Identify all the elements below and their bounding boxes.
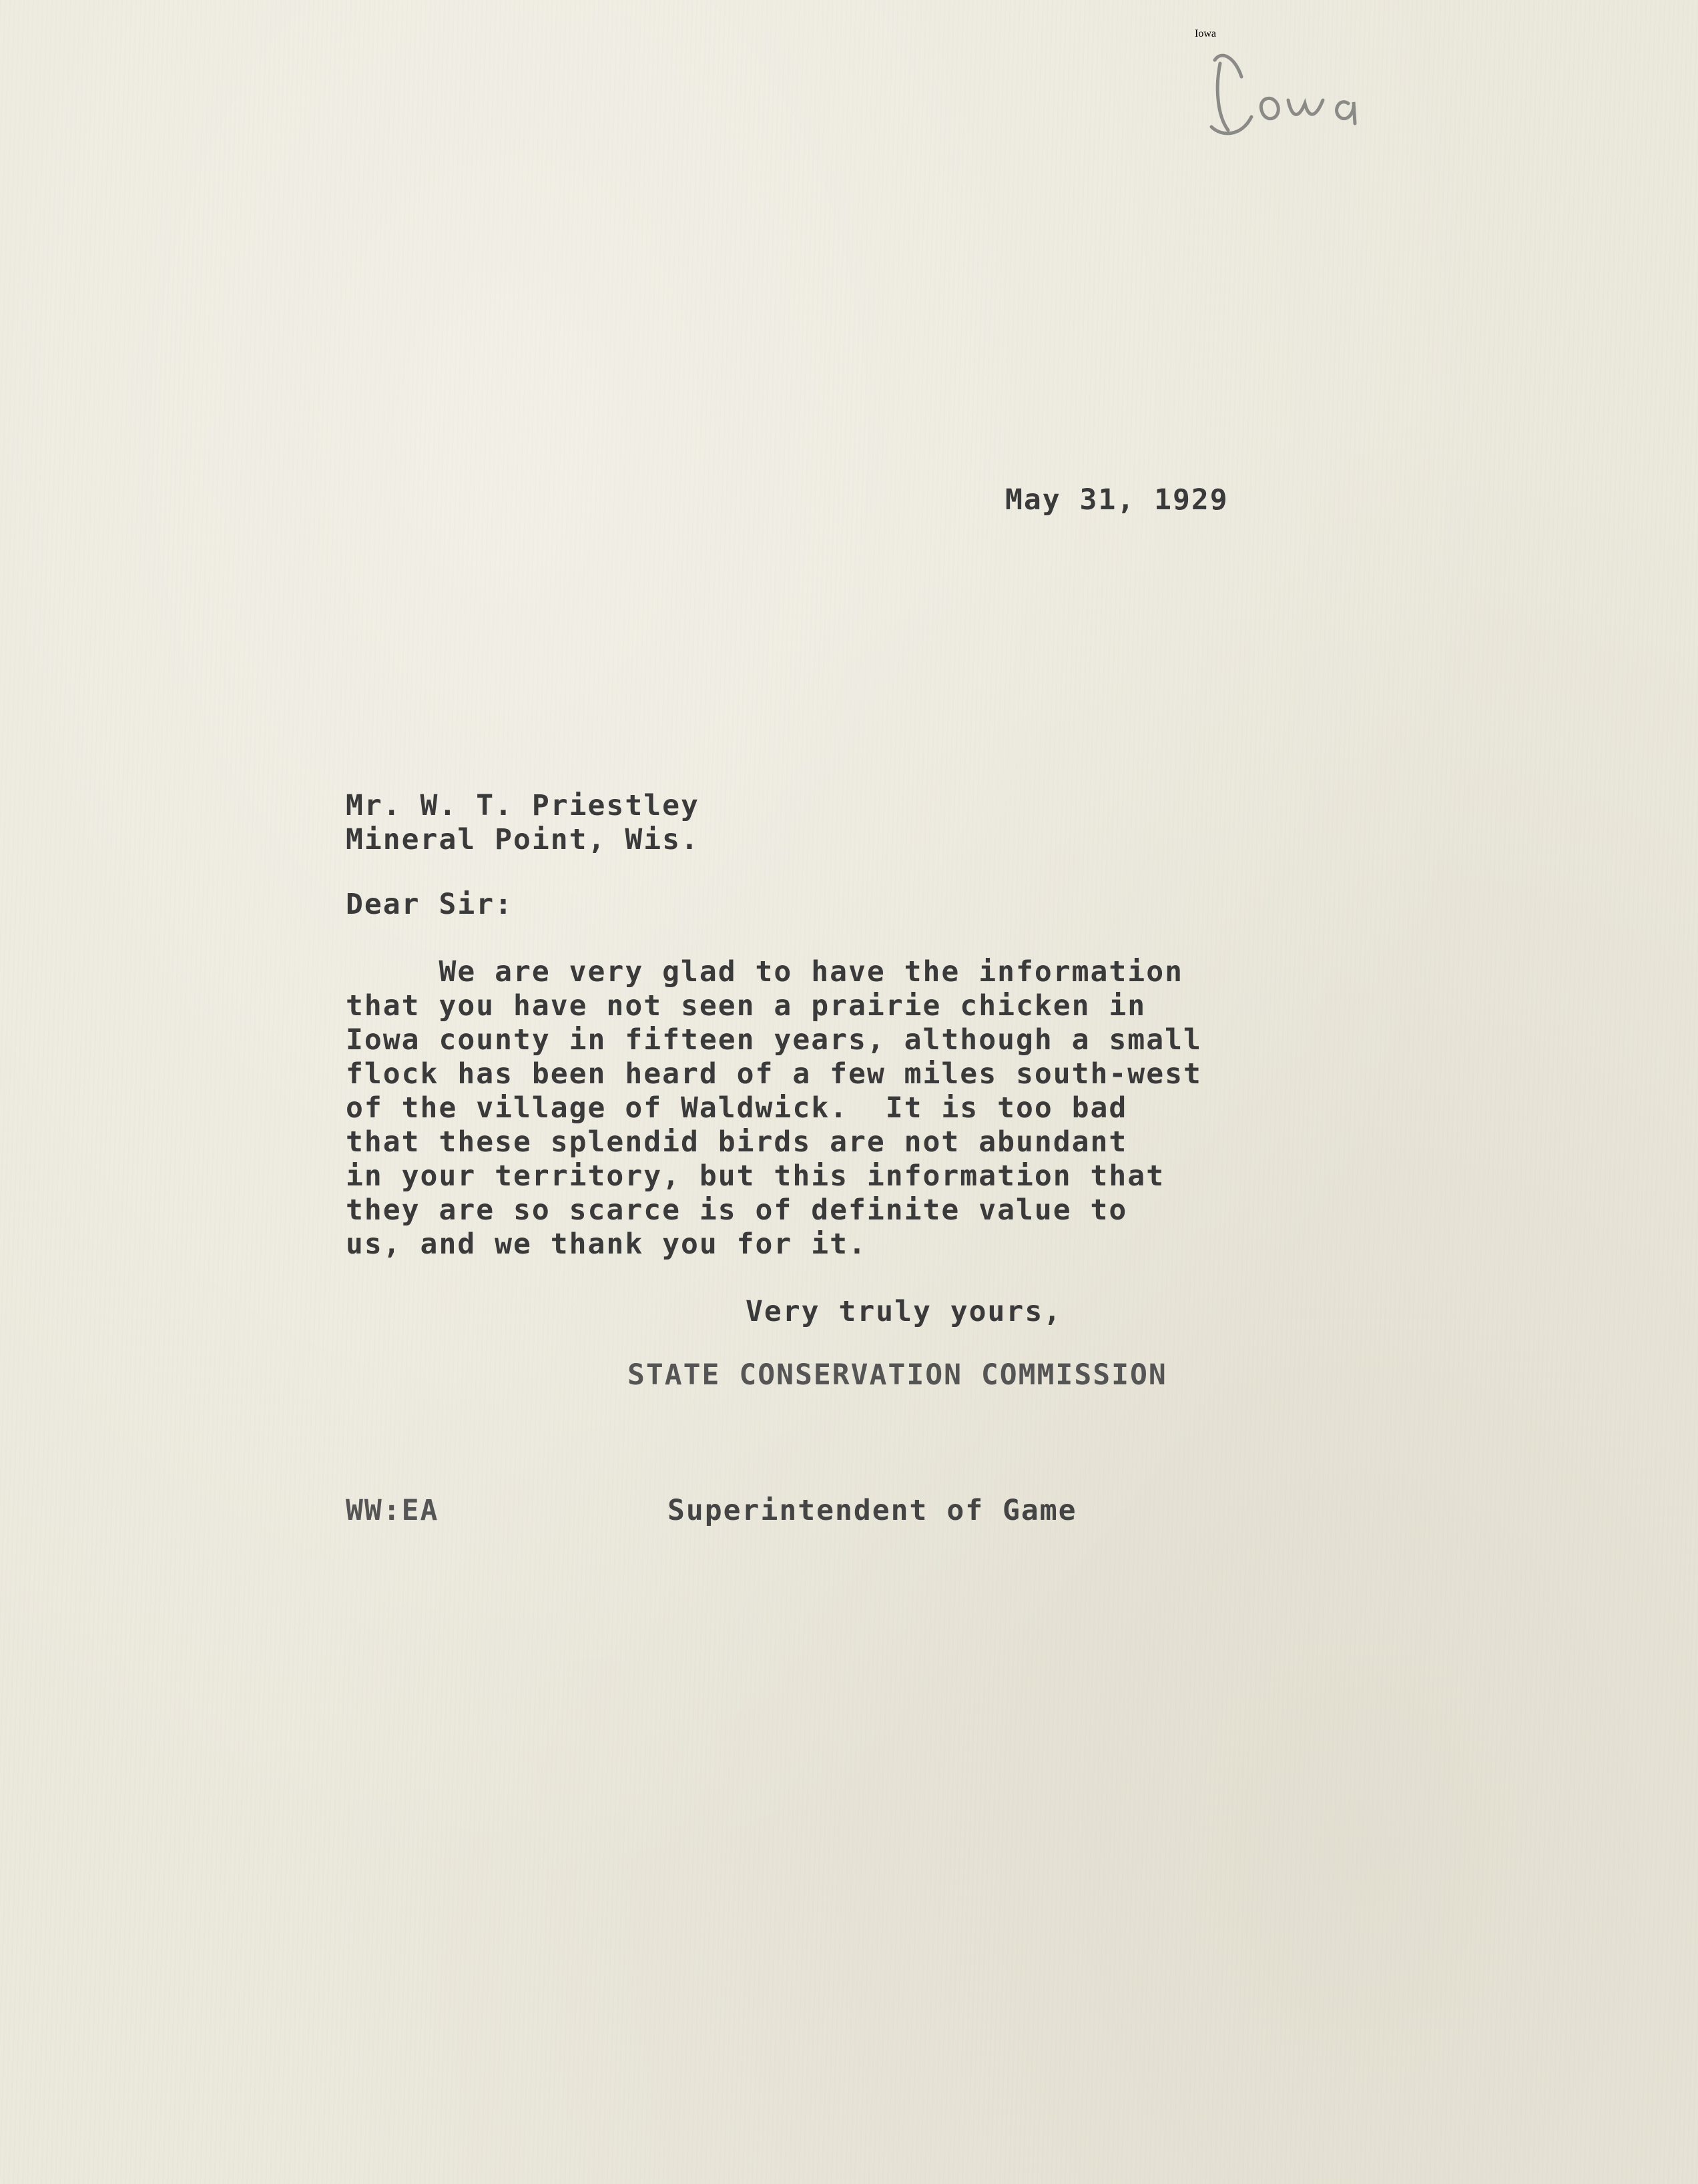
reference-initials: WW:EA [346, 1494, 439, 1527]
organization-name: STATE CONSERVATION COMMISSION [627, 1358, 1167, 1392]
salutation: Dear Sir: [346, 888, 513, 921]
body-line: We are very glad to have the information [346, 955, 1183, 989]
handwritten-annotation-text: Iowa [1195, 28, 1216, 39]
handwritten-iowa-annotation [1195, 28, 1422, 150]
body-line: in your territory, but this information that [346, 1159, 1165, 1193]
body-line: that you have not seen a prairie chicken in [346, 989, 1147, 1023]
recipient-address-block [346, 789, 699, 857]
body-line: they are so scarce is of definite value to [346, 1193, 1128, 1227]
body-line: Iowa county in fifteen years, although a small [346, 1023, 1202, 1057]
signatory-title: Superintendent of Game [667, 1494, 1077, 1527]
body-line: us, and we thank you for it. [346, 1227, 867, 1261]
body-line: that these splendid birds are not abundant [346, 1125, 1128, 1159]
body-line: of the village of Waldwick. It is too bad [346, 1091, 1128, 1125]
recipient-address: Mineral Point, Wis. [346, 823, 699, 856]
letter-date: May 31, 1929 [1005, 483, 1229, 517]
body-line: flock has been heard of a few miles south-west [346, 1057, 1202, 1091]
recipient-name: Mr. W. T. Priestley [346, 789, 699, 822]
letter-body [346, 955, 1202, 1262]
complimentary-closing: Very truly yours, [746, 1295, 1063, 1328]
